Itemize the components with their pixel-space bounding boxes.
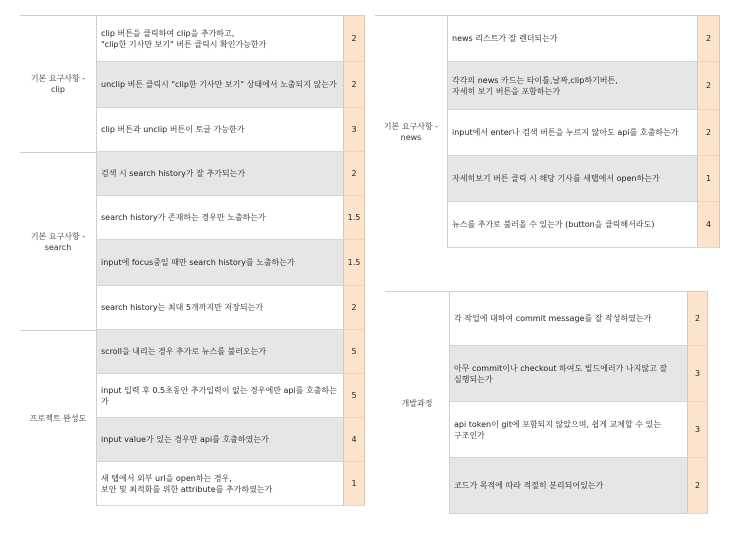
dev-process-criteria-table <box>385 291 708 514</box>
score-cell: 2 <box>697 110 720 156</box>
criterion-text: 새 탭에서 외부 url을 open하는 경우, 보안 및 최적화를 위한 attribute를 추가하였는가 <box>96 462 343 506</box>
criterion-text: input에 focus중일 때만 search history를 노출하는가 <box>96 240 343 286</box>
score-cell: 4 <box>343 418 365 462</box>
criterion-text: clip 버튼을 클릭하여 clip을 추가하고, "clip한 기사만 보기" 버튼 클릭시 확인가능한가 <box>96 16 343 62</box>
score-cell: 3 <box>687 346 708 402</box>
score-cell: 1 <box>343 462 365 506</box>
criterion-text: api token이 git에 포함되지 않았으며, 쉽게 교체할 수 있는 구조인가 <box>449 402 687 458</box>
criterion-text: search history는 최대 5개까지만 저장되는가 <box>96 286 343 330</box>
criterion-text: news 리스트가 잘 렌더되는가 <box>447 16 697 62</box>
category-label: 프로젝트 완성도 <box>20 330 96 506</box>
score-cell: 1.5 <box>343 196 365 240</box>
criterion-text: input에서 enter나 검색 버튼을 누르지 않아도 api를 호출하는가 <box>447 110 697 156</box>
score-cell: 1.5 <box>343 240 365 286</box>
criterion-text: input value가 있는 경우만 api를 호출하였는가 <box>96 418 343 462</box>
criterion-text: 각각의 news 카드는 타이틀,날짜,clip하기버튼, 자세히 보기 버튼을 포함하는가 <box>447 62 697 110</box>
criterion-text: scroll을 내리는 경우 추가로 뉴스를 불러오는가 <box>96 330 343 374</box>
category-label: 기본 요구사항 - news <box>383 122 439 142</box>
score-cell: 2 <box>697 62 720 110</box>
score-cell: 3 <box>687 402 708 458</box>
score-cell: 2 <box>343 62 365 108</box>
score-cell: 2 <box>343 16 365 62</box>
score-cell: 2 <box>343 286 365 330</box>
criterion-text: 자세히보기 버튼 클릭 시 해당 기사를 새탭에서 open하는가 <box>447 156 697 202</box>
left-criteria-table <box>20 15 365 506</box>
criterion-text: 각 작업에 대하여 commit message를 잘 작성하였는가 <box>449 292 687 346</box>
criterion-text: 뉴스를 추가로 불러올 수 있는가 (button을 클릭해서라도) <box>447 202 697 248</box>
news-criteria-table <box>375 15 720 248</box>
category-label: 기본 요구사항 - clip <box>30 74 86 94</box>
score-cell: 4 <box>697 202 720 248</box>
score-cell: 2 <box>687 292 708 346</box>
category-label: 개발과정 <box>401 398 433 408</box>
criterion-text: search history가 존재하는 경우만 노출하는가 <box>96 196 343 240</box>
criterion-text: 검색 시 search history가 잘 추가되는가 <box>96 152 343 196</box>
criterion-text: clip 버튼과 unclip 버튼이 토글 가능한가 <box>96 108 343 152</box>
score-cell: 2 <box>687 458 708 514</box>
criterion-text: 코드가 목적에 따라 적절히 분리되어있는가 <box>449 458 687 514</box>
category-label: 기본 요구사항 - search <box>20 152 96 330</box>
criterion-text: input 입력 후 0.5초동안 추가입력이 없는 경우에만 api를 호출하는가 <box>96 374 343 418</box>
score-cell: 2 <box>343 152 365 196</box>
score-cell: 1 <box>697 156 720 202</box>
score-cell: 5 <box>343 374 365 418</box>
score-cell: 3 <box>343 108 365 152</box>
criterion-text: unclip 버튼 클릭시 "clip한 기사만 보기" 상태에서 노출되지 않는가 <box>96 62 343 108</box>
score-cell: 2 <box>697 16 720 62</box>
score-cell: 5 <box>343 330 365 374</box>
criterion-text: 아무 commit이나 checkout 하여도 빌드에러가 나지않고 잘 실행되는가 <box>449 346 687 402</box>
